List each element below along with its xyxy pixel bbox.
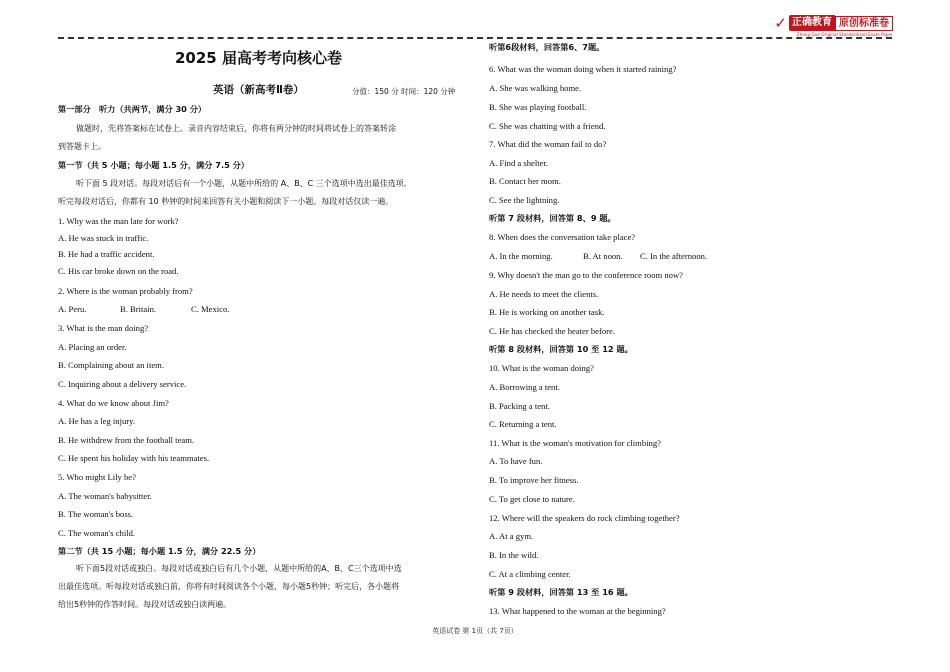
option: A. Find a shelter. — [489, 158, 548, 168]
option: A. Placing an order. — [58, 342, 127, 352]
option: C. Returning a tent. — [489, 419, 557, 429]
option: B. Packing a tent. — [489, 401, 550, 411]
material-heading: 听第 8 段材料，回答第 10 至 12 题。 — [489, 344, 633, 354]
question: 4. What do we know about Jim? — [58, 398, 169, 408]
brand-logo — [774, 15, 893, 39]
top-dashed-rule — [58, 37, 892, 39]
option: B. In the wild. — [489, 550, 539, 560]
option: A. The woman's babysitter. — [58, 491, 152, 501]
option: B. He is working on another task. — [489, 307, 605, 317]
option: B. She was playing football. — [489, 102, 587, 112]
question: 2. Where is the woman probably from? — [58, 286, 193, 296]
option: A. Borrowing a tent. — [489, 382, 560, 392]
question: 13. What happened to the woman at the beginning? — [489, 606, 666, 616]
logo-subtitle: Zheng Que Original Standardized Exam Paper — [796, 32, 893, 37]
question: 12. Where will the speakers do rock climbing together? — [489, 513, 680, 523]
option: B. To improve her fitness. — [489, 475, 579, 485]
score-time: 分值：150 分 时间：120 分钟 — [352, 87, 456, 96]
option: C. The woman's child. — [58, 528, 136, 538]
option: C. Mexico. — [191, 304, 230, 314]
question: 3. What is the man doing? — [58, 323, 149, 333]
option: B. The woman's boss. — [58, 509, 134, 519]
material-heading: 听第6段材料，回答第6、7题。 — [489, 42, 605, 52]
section-directions: 听下面5段对话或独白。每段对话或独白后有几个小题，从题中所给的A、B、C三个选项中选 — [76, 564, 402, 573]
option: C. He has checked the heater before. — [489, 326, 615, 336]
question: 1. Why was the man late for work? — [58, 216, 179, 226]
option: A. He was stuck in traffic. — [58, 233, 149, 243]
question: 8. When does the conversation take place? — [489, 232, 636, 242]
section-heading: 第一节（共 5 小题；每小题 1.5 分，满分 7.5 分） — [58, 160, 249, 170]
page-footer: 英语试卷 第 1页（共 7页） — [432, 627, 518, 635]
section-heading: 第二节（共 15 小题；每小题 1.5 分，满分 22.5 分） — [58, 546, 261, 556]
option: A. He needs to meet the clients. — [489, 289, 599, 299]
question: 10. What is the woman doing? — [489, 363, 594, 373]
option: B. He withdrew from the football team. — [58, 435, 195, 445]
logo-brand: 正确教育 — [789, 15, 835, 31]
option: A. He has a leg injury. — [58, 416, 136, 426]
option: B. Complaining about an item. — [58, 360, 164, 370]
option: C. At a climbing center. — [489, 569, 571, 579]
intro-line: 到答题卡上。 — [58, 142, 106, 151]
material-heading: 听第 7 段材料，回答第 8、9 题。 — [489, 213, 616, 223]
option: A. She was walking home. — [489, 83, 582, 93]
option: C. He spent his holiday with his teammates. — [58, 453, 210, 463]
part-heading: 第一部分 听力（共两节，满分 30 分） — [58, 104, 207, 114]
option: A. At a gym. — [489, 531, 534, 541]
check-mark-icon: ✓ — [774, 14, 787, 32]
section-directions: 出最佳选项。听每段对话或独白前，你将有时间阅读各个小题，每小题5秒钟；听完后，各小题将 — [58, 582, 400, 591]
option: C. She was chatting with a friend. — [489, 121, 606, 131]
intro-line: 做题时，先将答案标在试卷上。录音内容结束后，你将有两分钟的时间将试卷上的答案转涂 — [76, 124, 396, 133]
page-title: 2025 届高考考向核心卷 — [175, 49, 342, 67]
option: A. To have fun. — [489, 456, 543, 466]
option: A. Peru. — [58, 304, 87, 314]
option: C. See the lightning. — [489, 195, 560, 205]
option: C. To get close to nature. — [489, 494, 575, 504]
option: B. Britain. — [120, 304, 157, 314]
option: B. At noon. — [583, 251, 623, 261]
option: B. He had a traffic accident. — [58, 249, 155, 259]
page-subtitle: 英语（新高考Ⅱ卷） — [213, 84, 304, 96]
option: C. In the afternoon. — [640, 251, 708, 261]
section-directions: 给出5秒钟的作答时间。每段对话或独白读两遍。 — [58, 600, 232, 609]
question: 5. Who might Lily be? — [58, 472, 136, 482]
option: A. In the morning. — [489, 251, 553, 261]
section-directions: 听下面 5 段对话。每段对话后有一个小题，从题中所给的 A、B、C 三个选项中选出最佳选项。 — [76, 179, 412, 188]
question: 7. What did the woman fail to do? — [489, 139, 607, 149]
option: C. Inquiring about a delivery service. — [58, 379, 187, 389]
logo-tagline: 原创标准卷 — [835, 16, 893, 31]
material-heading: 听第 9 段材料，回答第 13 至 16 题。 — [489, 587, 633, 597]
section-directions: 听完每段对话后，你都有 10 秒钟的时间来回答有关小题和阅读下一小题。每段对话仅读一遍。 — [58, 197, 394, 206]
question: 9. Why doesn't the man go to the conference room now? — [489, 270, 683, 280]
question: 6. What was the woman doing when it started raining? — [489, 64, 677, 74]
option: B. Contact her mom. — [489, 176, 561, 186]
option: C. His car broke down on the road. — [58, 266, 179, 276]
question: 11. What is the woman's motivation for climbing? — [489, 438, 661, 448]
